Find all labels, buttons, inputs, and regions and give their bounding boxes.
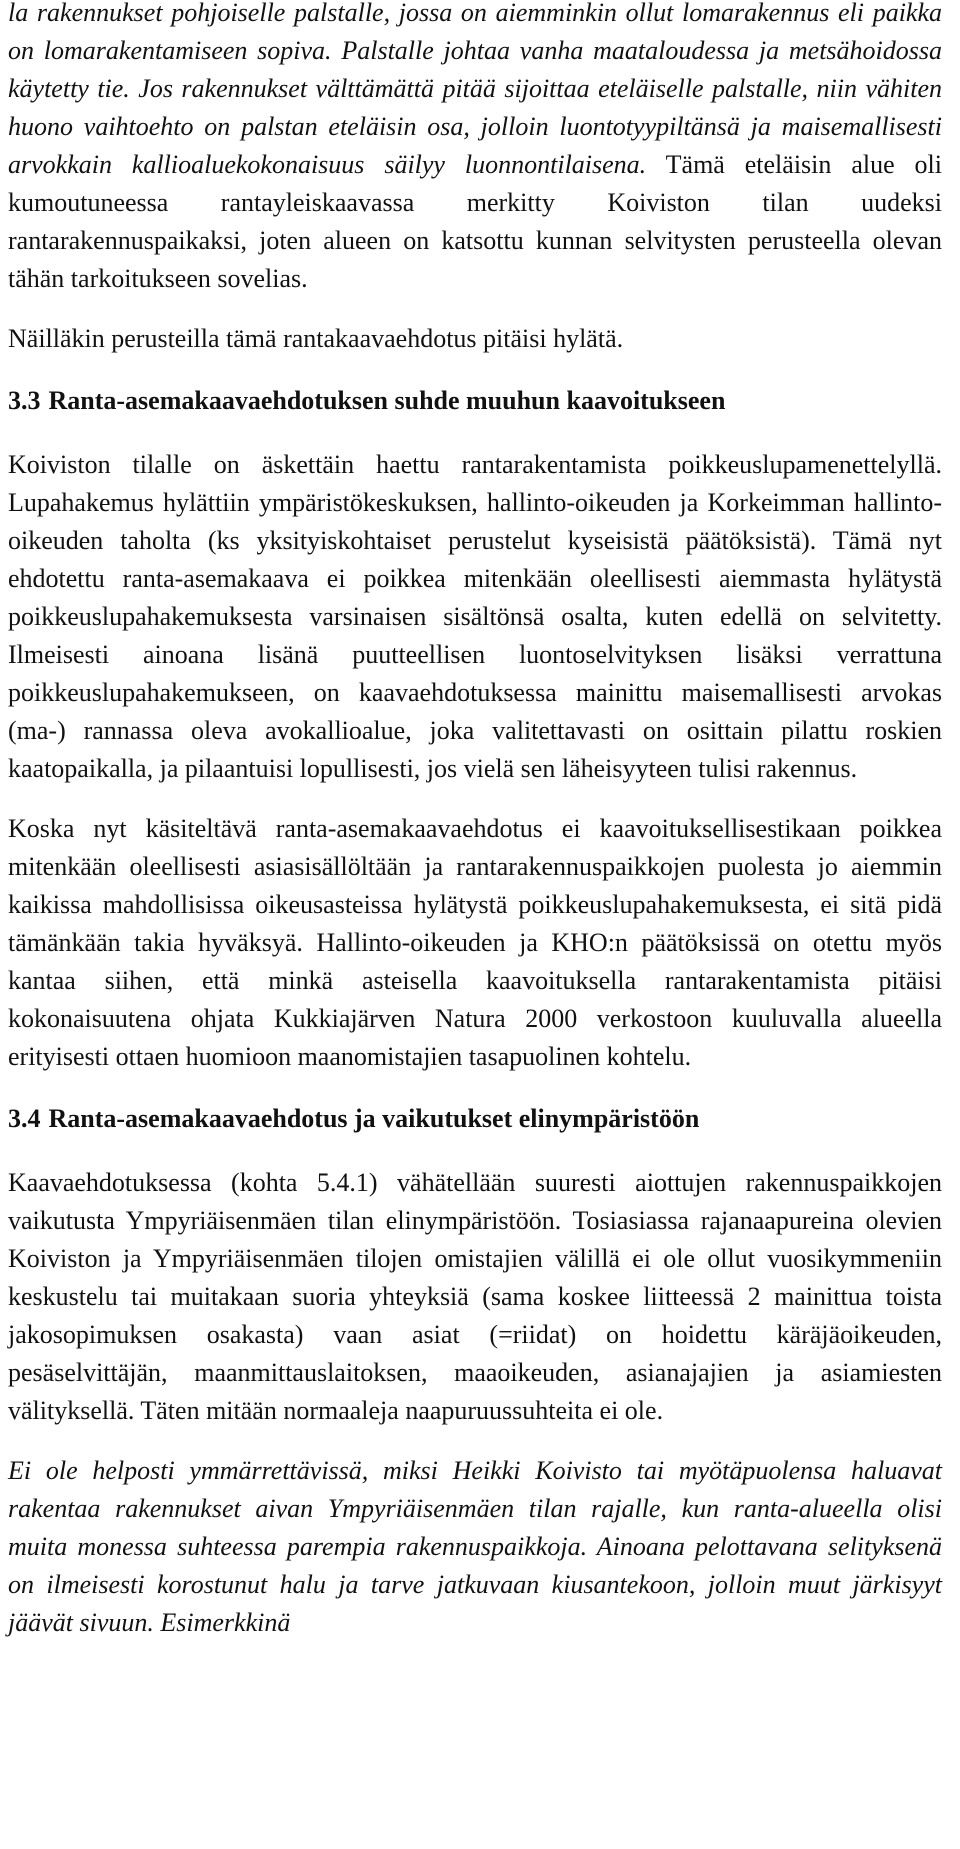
section-number: 3.4 [8, 1104, 41, 1133]
section-heading-3-4 [8, 1100, 942, 1138]
paragraph-rakennukset-sijoitus [8, 0, 942, 298]
paragraph-hylatty-ehdotus: Näilläkin perusteilla tämä rantakaavaehdotus pitäisi hylätä. [8, 324, 624, 353]
section-title: Ranta-asemakaavaehdotuksen suhde muuhun kaavoitukseen [48, 386, 726, 415]
paragraph-kaavoitus: Koska nyt käsiteltävä ranta-asemakaavaehdotus ei kaavoituksellisestikaan poikkea mitenkään oleellisesti asiasisällöltään ja rantarakennuspaikkojen puolesta jo aiemmin kaikissa mahdollisissa oikeusasteissa hylätystä poikkeuslupahakemuksesta, ei sitä pidä tämänkään takia hyväksyä. Hallinto-oikeuden ja KHO:n päätöksissä on otettu myös kantaa siihen, että minkä asteisella kaavoituksella rantarakentamista pitäisi kokonaisuutena ohjata Kukkiajärven Natura 2000 verkostoon kuuluvalla alueella erityisesti ottaen huomioon maanomistajien tasapuolinen kohtelu. [8, 814, 942, 1071]
paragraph-rakentaminen-rajalle: Ei ole helposti ymmärrettävissä, miksi Heikki Koivisto tai myötäpuolensa haluavat rakentaa rakennukset aivan Ympyriäisenmäen tilan rajalle, kun ranta-alueella olisi muita monessa suhteessa parempia rakennuspaikkoja. Ainoana pelottavana selityksenä on ilmeisesti korostunut halu ja tarve jatkuvaan kiusantekoon, jolloin muut järkisyyt jäävät sivuun. Esimerkkinä [8, 1456, 942, 1637]
paragraph-poikkeuslupa: Koiviston tilalle on äskettäin haettu rantarakentamista poikkeuslupamenettelyllä. Lupahakemus hylättiin ympäristökeskuksen, hallinto-oikeuden ja Korkeimman hallinto-oikeuden taholta (ks yksityiskohtaiset perustelut kyseisistä päätöksistä). Tämä nyt ehdotettu ranta-asemakaava ei poikkea mitenkään oleellisesti aiemmasta hylätystä poikkeuslupahakemuksesta varsinaisen sisältönsä osalta, kuten edellä on selvitetty. Ilmeisesti ainoana lisänä puutteellisen luontoselvityksen lisäksi verrattuna poikkeuslupahakemukseen, on kaavaehdotuksessa mainittu maisemallisesti arvokas (ma-) rannassa oleva avokallioalue, joka valitettavasti on osittain pilattu roskien kaatopaikalla, ja pilaantuisi lopullisesti, jos vielä sen läheisyyteen tulisi rakennus. [8, 450, 942, 783]
paragraph-elinymparisto: Kaavaehdotuksessa (kohta 5.4.1) vähätellään suuresti aiottujen rakennuspaikkojen vaikutusta Ympyriäisenmäen tilan elinympäristöön. Tosiasiassa rajanaapureina olevien Koiviston ja Ympyriäisenmäen tilojen omistajien välillä ei ole ollut vuosikymmeniin keskustelu tai muitakaan suoria yhteyksiä (sama koskee liitteessä 2 mainittua toista jakosopimuksen osakasta) vaan asiat (=riidat) on hoidettu käräjäoikeuden, pesäselvittäjän, maanmittauslaitoksen, maaoikeuden, asianajajien ja asiamiesten välityksellä. Täten mitään normaaleja naapuruussuhteita ei ole. [8, 1168, 942, 1425]
paragraph-italic-part: la rakennukset pohjoiselle palstalle, jossa on aiemminkin ollut lomarakennus eli paikka on lomarakentamiseen sopiva. Palstalle johtaa vanha maataloudessa ja metsähoidossa käytetty tie. Jos rakennukset välttämättä pitää sijoittaa eteläiselle palstalle, niin vähiten huono vaihtoehto on palstan eteläisin osa, jolloin luontotyypiltänsä ja maisemallisesti arvokkain kallioaluekokonaisuus säilyy luonnontilaisena. [8, 0, 942, 179]
section-number: 3.3 [8, 386, 41, 415]
paragraph-upright-part: Tämä eteläisin alue oli kumoutuneessa rantayleiskaavassa merkitty Koiviston tilan uudeksi rantarakennuspaikaksi, joten alueen on katsottu kunnan selvitysten perusteella olevan tähän tarkoitukseen sovelias. [8, 150, 942, 293]
section-title: Ranta-asemakaavaehdotus ja vaikutukset elinympäristöön [48, 1104, 700, 1133]
section-heading-3-3 [8, 382, 942, 420]
